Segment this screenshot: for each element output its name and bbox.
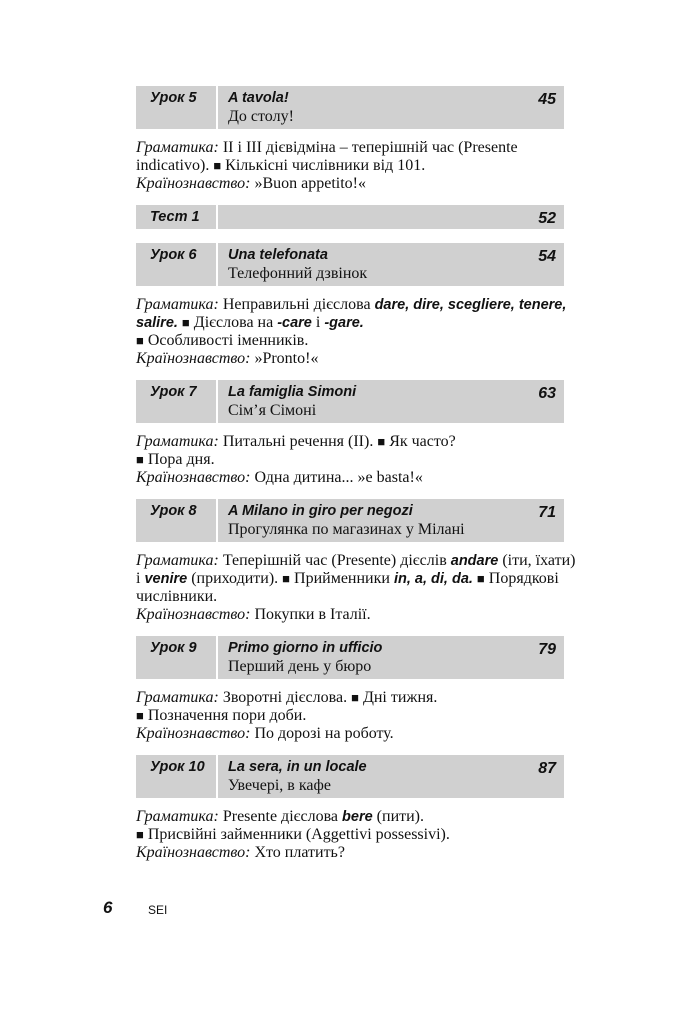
lesson-page: 63 (538, 385, 556, 402)
culture-text: Покупки в Італії. (250, 606, 371, 623)
culture-label: Країнознавство: (136, 725, 251, 742)
grammar-text: Присвійні займенники (Aggettivi possessivi). (143, 826, 450, 843)
lesson-subtitle: Перший день у бюро (228, 658, 372, 675)
bullet: ■ (351, 690, 359, 705)
lesson-subtitle: Сім’я Сімоні (228, 402, 317, 419)
grammar-term: venire (144, 571, 188, 587)
bullet: ■ (136, 827, 144, 842)
table-of-contents (136, 86, 576, 874)
grammar-text: Позначення пори доби. (143, 707, 307, 724)
bar-divider (216, 205, 218, 229)
bullet: ■ (136, 452, 144, 467)
grammar-text: Теперішній час (Presente) дієслів (218, 552, 451, 569)
bar-divider (216, 636, 218, 679)
grammar-label: Граматика: (136, 296, 219, 313)
culture-text: »Pronto!« (250, 350, 319, 367)
bar-divider (216, 499, 218, 542)
culture-label: Країнознавство: (136, 469, 251, 486)
grammar-text: Кількісні числівники від 101. (221, 157, 426, 174)
bullet: ■ (213, 158, 222, 173)
culture-label: Країнознавство: (136, 175, 251, 192)
grammar-text: Питальні речення (II). (218, 433, 378, 450)
lesson-page: 79 (538, 641, 556, 658)
grammar-label: Граматика: (136, 808, 219, 825)
lesson-page: 71 (538, 504, 556, 521)
grammar-text: (пити). (372, 808, 425, 825)
lesson-header-10 (136, 755, 564, 798)
grammar-label: Граматика: (136, 139, 219, 156)
grammar-text: Пора дня. (143, 451, 215, 468)
lesson-description-5 (136, 139, 576, 193)
lesson-number: Урок 5 (150, 90, 197, 106)
grammar-text: і (311, 314, 325, 331)
bar-divider (216, 243, 218, 286)
bullet: ■ (476, 571, 485, 586)
lesson-number: Урок 6 (150, 247, 197, 263)
grammar-label: Граматика: (136, 689, 219, 706)
lesson-description-6 (136, 296, 576, 368)
test-header-1 (136, 205, 564, 229)
test-page: 52 (538, 210, 556, 227)
grammar-text: II і III дієвідміна – теперішній час (Presente indicativo). (136, 139, 518, 174)
culture-text: Одна дитина... »e basta!« (250, 469, 423, 486)
lesson-title: La famiglia Simoni (228, 384, 357, 400)
grammar-text: Зворотні дієслова. (218, 689, 352, 706)
lesson-title: A tavola! (228, 90, 289, 106)
bar-divider (216, 380, 218, 423)
lesson-header-8 (136, 499, 564, 542)
lesson-header-7 (136, 380, 564, 423)
lesson-title: A Milano in giro per negozi (228, 503, 413, 519)
grammar-label: Граматика: (136, 433, 219, 450)
lesson-header-9 (136, 636, 564, 679)
test-number: Тест 1 (150, 209, 200, 225)
grammar-term: in, a, di, da. (393, 571, 473, 587)
lesson-number: Урок 7 (150, 384, 197, 400)
grammar-text: Порядкові числівники. (136, 570, 559, 605)
lesson-number: Урок 8 (150, 503, 197, 519)
grammar-text: Дні тижня. (358, 689, 438, 706)
culture-text: »Buon appetito!« (250, 175, 366, 192)
lesson-page: 87 (538, 760, 556, 777)
grammar-text: Як часто? (385, 433, 456, 450)
lesson-description-7 (136, 433, 576, 487)
lesson-subtitle: Прогулянка по магазинах у Мілані (228, 521, 465, 538)
lesson-number: Урок 9 (150, 640, 197, 656)
culture-text: Хто платить? (250, 844, 345, 861)
bullet: ■ (181, 315, 190, 330)
culture-label: Країнознавство: (136, 844, 251, 861)
grammar-term: andare (450, 553, 499, 569)
spacer (136, 229, 564, 243)
lesson-page: 45 (538, 91, 556, 108)
lesson-subtitle: Телефонний дзвінок (228, 265, 368, 282)
culture-label: Країнознавство: (136, 606, 251, 623)
grammar-text: Дієслова на (189, 314, 278, 331)
grammar-text: Особливості іменників. (143, 332, 309, 349)
grammar-text: Прийменники (290, 570, 394, 587)
lesson-header-5 (136, 86, 564, 129)
lesson-title: La sera, in un locale (228, 759, 367, 775)
bullet: ■ (282, 571, 291, 586)
grammar-term: -gare. (324, 315, 364, 331)
lesson-number: Урок 10 (150, 759, 205, 775)
bar-divider (216, 86, 218, 129)
grammar-term: bere (342, 809, 373, 825)
lesson-page: 54 (538, 248, 556, 265)
lesson-title: Una telefonata (228, 247, 328, 263)
bullet: ■ (136, 708, 144, 723)
lesson-description-8 (136, 552, 576, 624)
grammar-term: -care (277, 315, 312, 331)
lesson-description-9 (136, 689, 576, 743)
footer-code: SEI (148, 903, 168, 917)
lesson-subtitle: До столу! (228, 108, 294, 125)
grammar-text: (приходити). (187, 570, 283, 587)
grammar-text: Presente дієслова (218, 808, 343, 825)
bar-divider (216, 755, 218, 798)
bullet: ■ (377, 434, 386, 449)
lesson-subtitle: Увечері, в кафе (228, 777, 331, 794)
bullet: ■ (136, 333, 144, 348)
lesson-title: Primo giorno in ufficio (228, 640, 383, 656)
lesson-header-6 (136, 243, 564, 286)
lesson-description-10 (136, 808, 576, 862)
culture-label: Країнознавство: (136, 350, 251, 367)
culture-text: По дорозі на роботу. (250, 725, 394, 742)
grammar-label: Граматика: (136, 552, 219, 569)
page-number: 6 (103, 898, 113, 917)
grammar-text: Неправильні дієслова (218, 296, 375, 313)
grammar-text: (іти, їхати) і (136, 552, 576, 587)
grammar-term: dare, dire, scegliere, tenere, salire. (136, 297, 567, 331)
